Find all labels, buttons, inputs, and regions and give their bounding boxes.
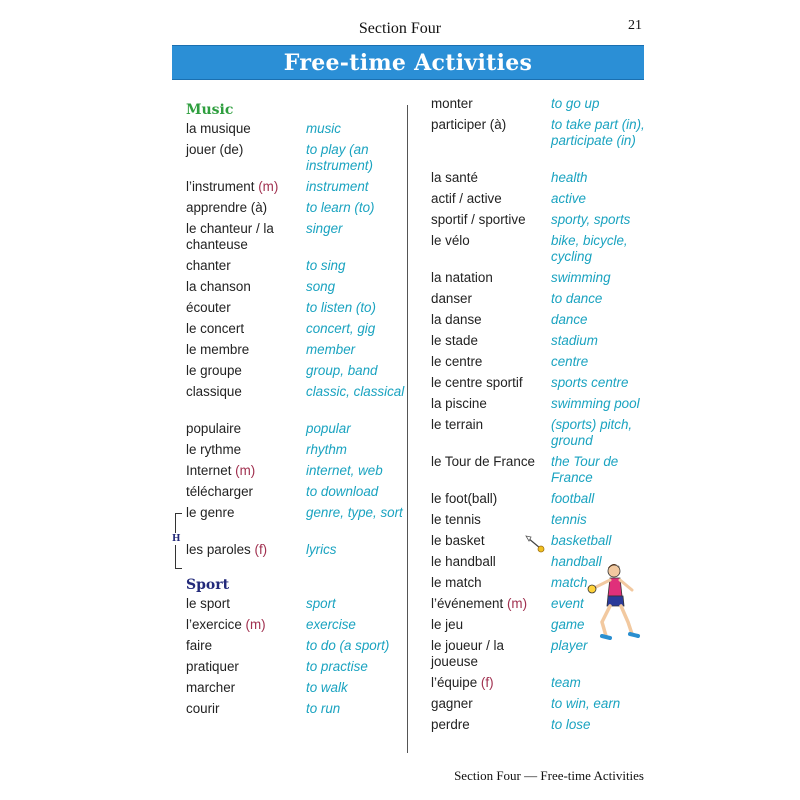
french-term — [431, 491, 551, 507]
vocab-entry — [431, 270, 646, 291]
french-word: la chanson — [186, 279, 251, 294]
french-term — [186, 617, 306, 633]
french-word: actif / active — [431, 191, 502, 206]
french-term — [431, 291, 551, 307]
english-translation: centre — [551, 354, 589, 369]
vocab-entry — [186, 421, 406, 442]
vocab-entry — [186, 179, 406, 200]
french-word: le terrain — [431, 417, 484, 432]
french-term — [186, 321, 306, 337]
left-column — [186, 96, 406, 722]
french-word: le basket — [431, 533, 485, 548]
vocab-entry — [431, 491, 646, 512]
english-translation: to take part (in), participate (in) — [551, 117, 645, 148]
french-word: le concert — [186, 321, 245, 336]
english-translation: swimming — [551, 270, 611, 285]
french-term — [431, 117, 551, 133]
french-word: le jeu — [431, 617, 464, 632]
vocab-entry — [431, 96, 646, 117]
english-translation: basketball — [551, 533, 612, 548]
handball-player-illustration — [586, 560, 646, 644]
french-word: gagner — [431, 696, 473, 711]
vocab-entry — [431, 354, 646, 375]
sport-heading: Sport — [186, 577, 230, 593]
english-translation: swimming pool — [551, 396, 640, 411]
english-translation: concert, gig — [306, 321, 376, 336]
french-term — [186, 279, 306, 295]
french-term — [186, 200, 306, 216]
french-term — [431, 596, 551, 612]
french-word: le rythme — [186, 442, 242, 457]
higher-tier-marker: H — [172, 534, 181, 544]
english-translation: game — [551, 617, 585, 632]
vocab-entry — [186, 701, 406, 722]
french-term — [431, 696, 551, 712]
english-translation: internet, web — [306, 463, 383, 478]
english-translation: member — [306, 342, 356, 357]
english-translation: to sing — [306, 258, 346, 273]
vocab-entry — [431, 396, 646, 417]
vocab-entry — [186, 638, 406, 659]
french-word: danser — [431, 291, 472, 306]
vocab-entry — [186, 463, 406, 484]
vocab-entry — [186, 596, 406, 617]
vocab-entry — [186, 542, 406, 563]
shuttlecock-icon — [524, 534, 546, 554]
vocab-entry — [186, 321, 406, 342]
french-word: la danse — [431, 312, 482, 327]
french-word: le centre sportif — [431, 375, 523, 390]
french-word: le Tour de France — [431, 454, 535, 469]
english-translation: stadium — [551, 333, 598, 348]
french-term — [431, 454, 551, 470]
french-term — [186, 484, 306, 500]
english-translation: (sports) pitch, ground — [551, 417, 633, 448]
english-translation: bike, bicycle, cycling — [551, 233, 628, 264]
english-translation: to practise — [306, 659, 368, 674]
english-translation: song — [306, 279, 336, 294]
french-word: le match — [431, 575, 482, 590]
french-term — [186, 542, 306, 558]
french-term — [431, 717, 551, 733]
french-word: le membre — [186, 342, 250, 357]
vocab-entry — [431, 212, 646, 233]
french-term — [431, 170, 551, 186]
french-term — [431, 675, 551, 691]
french-word: le centre — [431, 354, 483, 369]
french-term — [186, 680, 306, 696]
french-term — [431, 396, 551, 412]
french-word: le genre — [186, 505, 235, 520]
vocab-entry — [186, 484, 406, 505]
vocab-entry — [431, 696, 646, 717]
french-word: sportif / sportive — [431, 212, 526, 227]
french-term — [186, 179, 306, 195]
french-word: l’événement — [431, 596, 504, 611]
french-term — [186, 421, 306, 437]
english-translation: singer — [306, 221, 343, 236]
french-word: le vélo — [431, 233, 470, 248]
french-term — [431, 96, 551, 112]
french-term — [186, 505, 306, 521]
vocab-entry — [186, 342, 406, 363]
vocab-entry — [431, 333, 646, 354]
english-translation: team — [551, 675, 581, 690]
vocab-entry — [186, 617, 406, 638]
french-word: l’exercice — [186, 617, 242, 632]
french-word: la santé — [431, 170, 478, 185]
french-term — [431, 212, 551, 228]
french-word: l’équipe — [431, 675, 478, 690]
french-term — [431, 554, 551, 570]
french-term — [186, 659, 306, 675]
english-translation: event — [551, 596, 584, 611]
french-term — [431, 233, 551, 249]
english-translation: to go up — [551, 96, 600, 111]
french-term — [186, 363, 306, 379]
french-word: le sport — [186, 596, 230, 611]
french-word: chanter — [186, 258, 231, 273]
french-term — [186, 701, 306, 717]
title-banner — [172, 45, 644, 80]
english-translation: health — [551, 170, 588, 185]
vocab-entry — [431, 191, 646, 212]
gender-marker: (m) — [245, 617, 266, 632]
vocab-entry — [186, 384, 406, 421]
column-divider — [407, 105, 408, 753]
page-number: 21 — [628, 18, 642, 33]
vocab-entry — [431, 417, 646, 454]
french-term — [186, 221, 306, 253]
english-translation: sports centre — [551, 375, 629, 390]
sport-vocab-list — [186, 596, 406, 722]
english-translation: exercise — [306, 617, 356, 632]
english-translation: to walk — [306, 680, 348, 695]
english-translation: to learn (to) — [306, 200, 375, 215]
french-word: les paroles — [186, 542, 251, 557]
english-translation: classic, classical — [306, 384, 405, 399]
french-term — [431, 354, 551, 370]
vocab-entry — [431, 312, 646, 333]
french-word: Internet — [186, 463, 232, 478]
english-translation: to do (a sport) — [306, 638, 390, 653]
english-translation: popular — [306, 421, 351, 436]
french-term — [186, 142, 306, 158]
french-word: monter — [431, 96, 473, 111]
vocab-entry — [431, 117, 646, 170]
french-term — [431, 191, 551, 207]
french-word: le foot(ball) — [431, 491, 498, 506]
vocab-entry — [431, 375, 646, 396]
english-translation: to run — [306, 701, 341, 716]
vocab-entry — [186, 300, 406, 321]
french-word: participer (à) — [431, 117, 507, 132]
french-term — [431, 312, 551, 328]
french-word: le stade — [431, 333, 478, 348]
english-translation: to dance — [551, 291, 603, 306]
gender-marker: (m) — [235, 463, 256, 478]
english-translation: to play (an instrument) — [306, 142, 373, 173]
french-term — [186, 596, 306, 612]
french-word: le groupe — [186, 363, 242, 378]
french-word: télécharger — [186, 484, 253, 499]
french-term — [186, 258, 306, 274]
french-term — [186, 442, 306, 458]
french-term — [186, 384, 306, 400]
english-translation: handball — [551, 554, 602, 569]
page-footer: Section Four — Free-time Activities — [454, 768, 644, 783]
french-term — [431, 575, 551, 591]
french-term — [431, 512, 551, 528]
vocab-entry — [186, 121, 406, 142]
english-translation: to lose — [551, 717, 591, 732]
vocab-entry — [186, 442, 406, 463]
vocab-entry — [186, 279, 406, 300]
french-word: apprendre (à) — [186, 200, 268, 215]
english-translation: lyrics — [306, 542, 337, 557]
french-term — [186, 463, 306, 479]
french-word: écouter — [186, 300, 231, 315]
french-term — [186, 342, 306, 358]
vocab-entry — [186, 659, 406, 680]
english-translation: instrument — [306, 179, 369, 194]
music-heading: Music — [186, 102, 234, 118]
english-translation: dance — [551, 312, 588, 327]
english-translation: group, band — [306, 363, 378, 378]
vocab-entry — [186, 505, 406, 542]
vocab-entry — [186, 142, 406, 179]
english-translation: tennis — [551, 512, 587, 527]
vocab-entry — [186, 680, 406, 701]
french-word: le tennis — [431, 512, 481, 527]
french-word: le joueur / la joueuse — [431, 638, 504, 669]
french-word: populaire — [186, 421, 242, 436]
music-vocab-list — [186, 121, 406, 563]
french-word: le handball — [431, 554, 496, 569]
french-term — [186, 300, 306, 316]
french-word: faire — [186, 638, 213, 653]
vocab-entry — [431, 454, 646, 491]
vocab-entry — [431, 291, 646, 312]
vocab-entry — [431, 675, 646, 696]
french-term — [186, 638, 306, 654]
french-word: la piscine — [431, 396, 487, 411]
english-translation: music — [306, 121, 341, 136]
french-word: classique — [186, 384, 242, 399]
section-title: Section Four — [358, 20, 442, 37]
french-term — [431, 375, 551, 391]
english-translation: match — [551, 575, 588, 590]
english-translation: to win, earn — [551, 696, 621, 711]
french-word: la natation — [431, 270, 493, 285]
english-translation: player — [551, 638, 588, 653]
english-translation: to listen (to) — [306, 300, 376, 315]
english-translation: sport — [306, 596, 336, 611]
english-translation: the Tour de France — [551, 454, 619, 485]
french-word: courir — [186, 701, 220, 716]
french-term — [431, 417, 551, 433]
vocab-entry — [186, 200, 406, 221]
vocab-entry — [431, 717, 646, 738]
english-translation: genre, type, sort — [306, 505, 403, 520]
french-term — [186, 121, 306, 137]
french-term — [431, 333, 551, 349]
french-term — [431, 617, 551, 633]
gender-marker: (f) — [480, 675, 494, 690]
french-word: l’instrument — [186, 179, 255, 194]
gender-marker: (m) — [258, 179, 279, 194]
french-term — [431, 270, 551, 286]
gender-marker: (m) — [506, 596, 528, 611]
french-word: le chanteur / la chanteuse — [186, 221, 274, 252]
french-word: jouer (de) — [186, 142, 244, 157]
vocab-entry — [186, 258, 406, 279]
vocab-entry — [186, 363, 406, 384]
vocab-entry — [431, 512, 646, 533]
french-word: perdre — [431, 717, 470, 732]
french-term — [431, 638, 551, 670]
english-translation: rhythm — [306, 442, 347, 457]
english-translation: active — [551, 191, 586, 206]
french-word: marcher — [186, 680, 236, 695]
gender-marker: (f) — [254, 542, 268, 557]
vocab-entry — [431, 233, 646, 270]
vocab-entry — [186, 221, 406, 258]
english-translation: football — [551, 491, 595, 506]
french-word: la musique — [186, 121, 251, 136]
french-word: pratiquer — [186, 659, 239, 674]
vocab-entry — [431, 170, 646, 191]
english-translation: to download — [306, 484, 379, 499]
english-translation: sporty, sports — [551, 212, 631, 227]
page-title: Free-time Activities — [283, 49, 533, 76]
